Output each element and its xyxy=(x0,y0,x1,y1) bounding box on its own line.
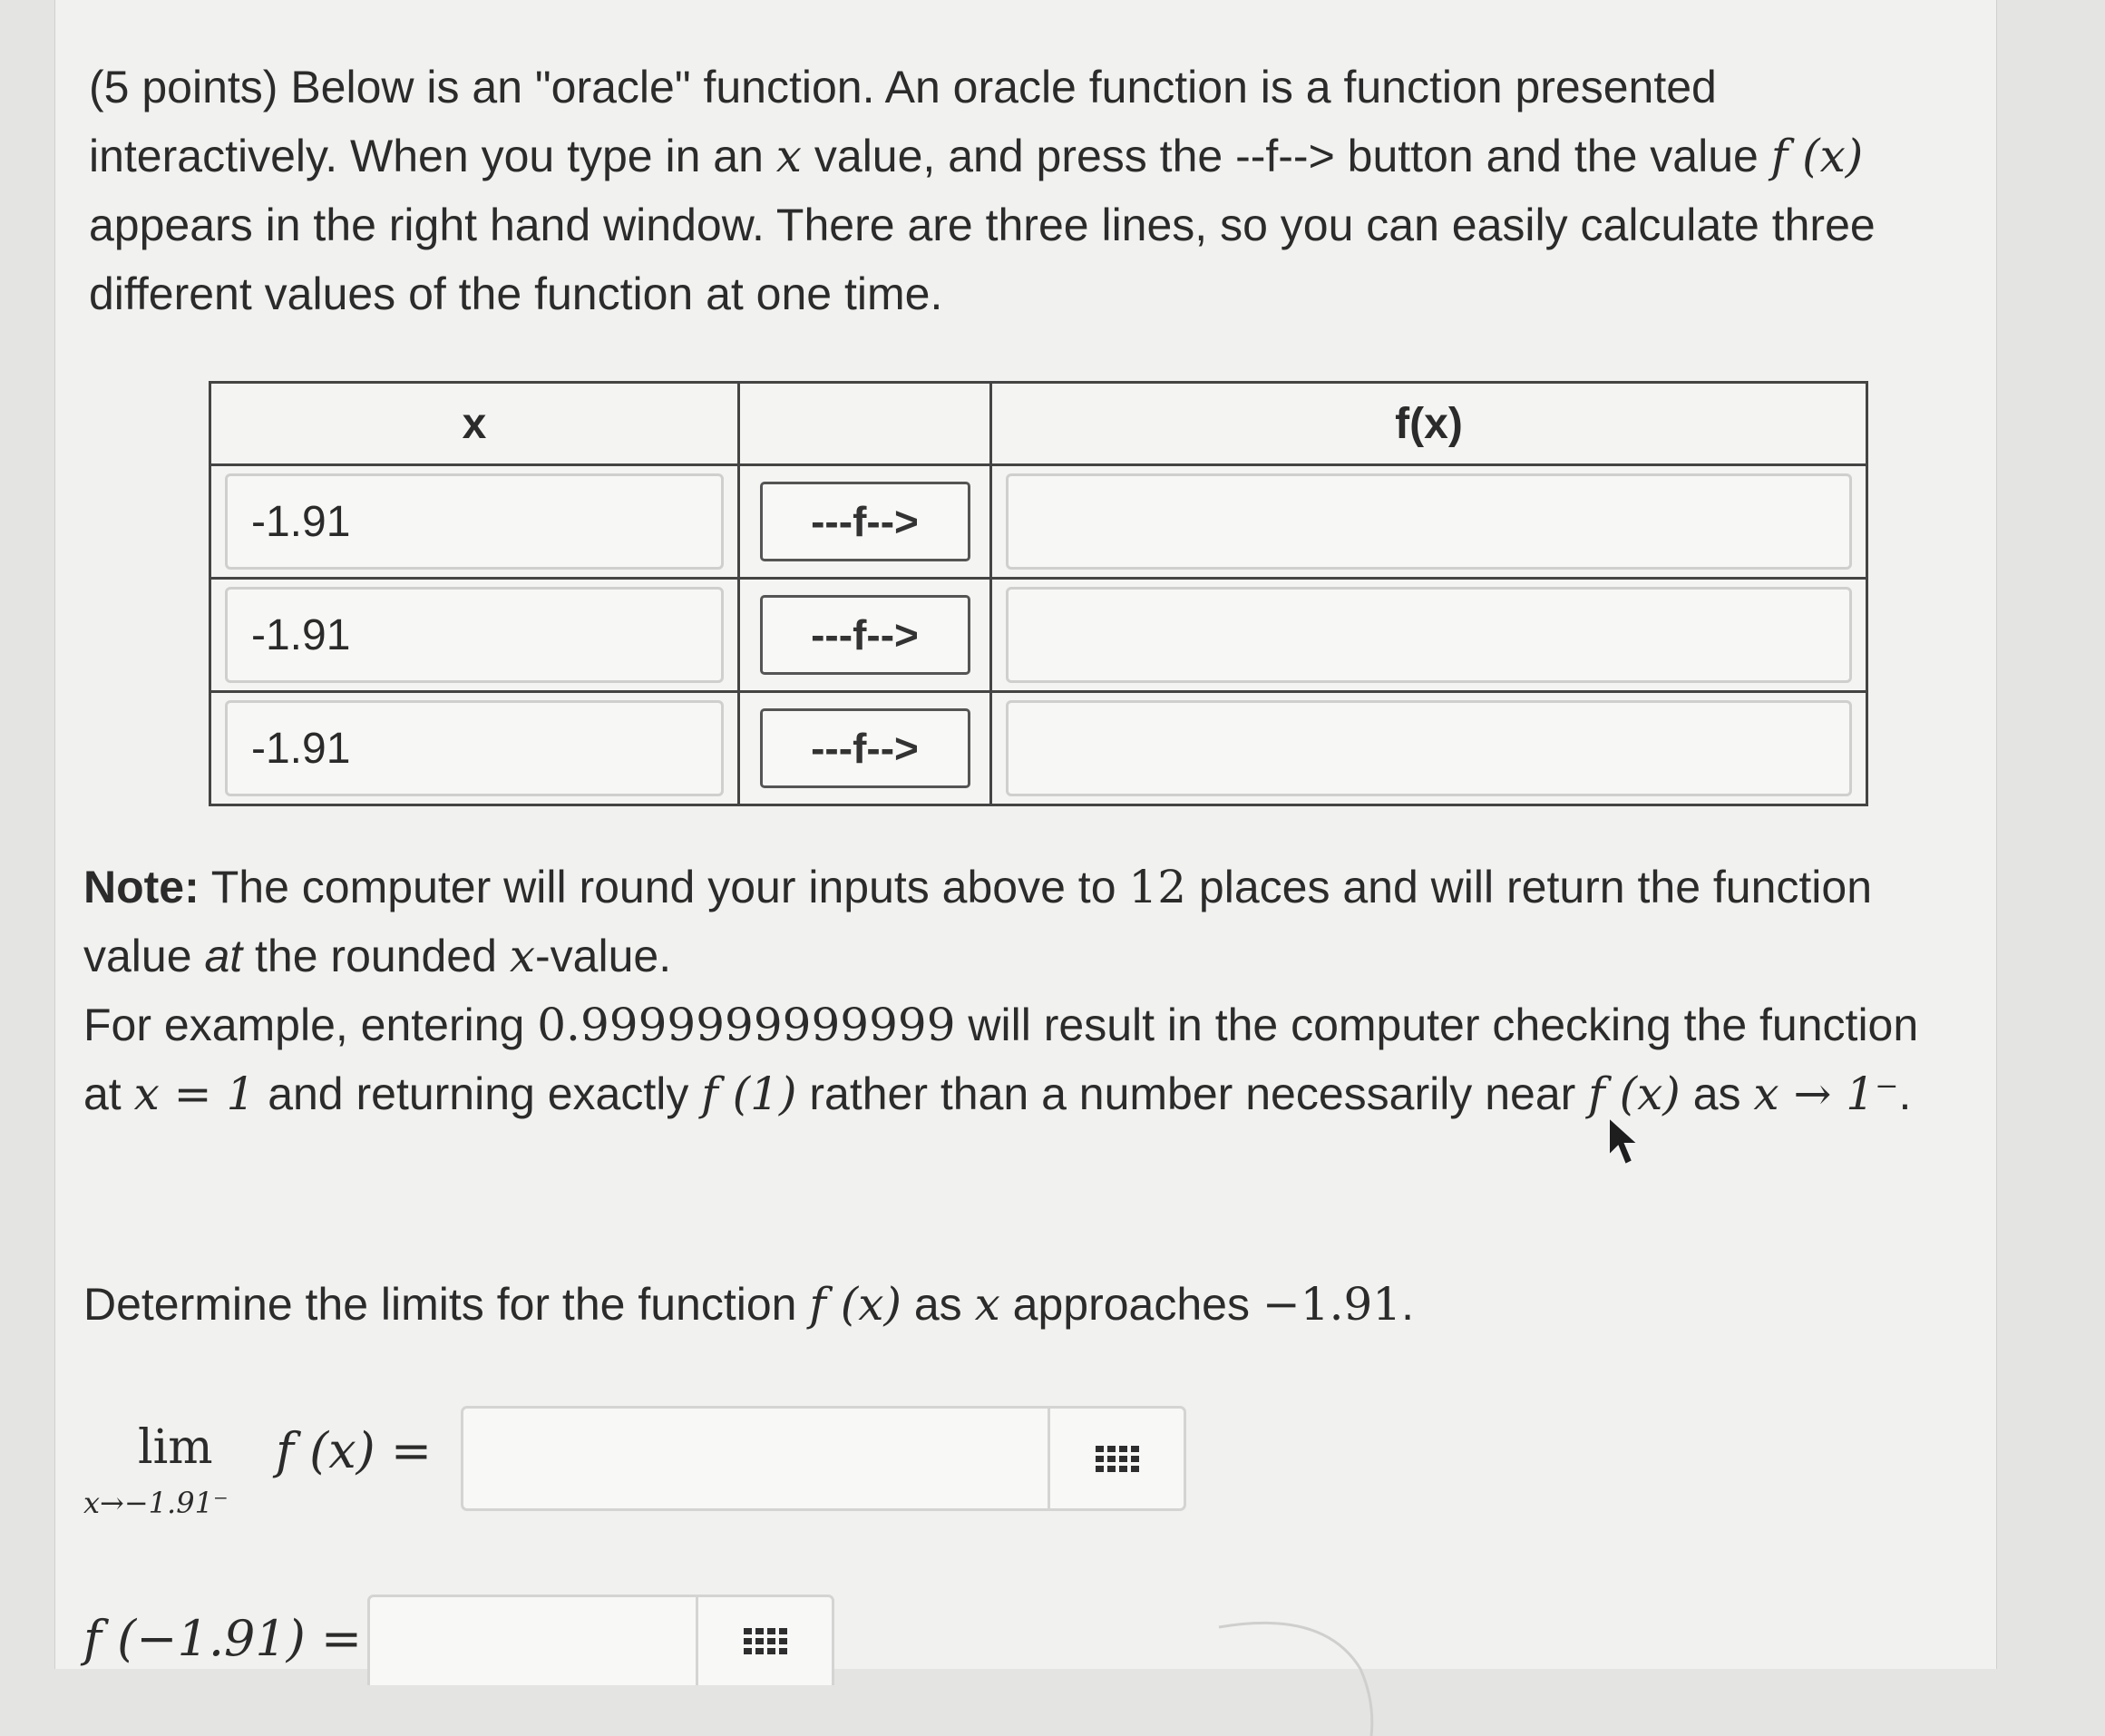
math-palette-button[interactable] xyxy=(696,1597,832,1685)
note-label: Note: xyxy=(83,862,200,912)
evaluate-f-button[interactable]: ---f--> xyxy=(760,708,970,788)
lim-label: lim xyxy=(138,1420,213,1475)
lim-function: f (x) = xyxy=(276,1422,433,1479)
points-label: (5 points) xyxy=(89,62,278,112)
fx-output xyxy=(1006,700,1852,796)
point-value-label: f (−1.91) = xyxy=(83,1610,363,1667)
oracle-row xyxy=(210,465,1867,579)
oracle-row xyxy=(210,579,1867,692)
left-limit-answer-field[interactable] xyxy=(461,1406,1186,1511)
mouse-pointer-icon xyxy=(1605,1116,1645,1170)
point-value-answer-field[interactable] xyxy=(367,1595,834,1685)
x-input[interactable] xyxy=(225,587,724,683)
limit-question: Determine the limits for the function f (x) as x approaches −1.91. xyxy=(83,1278,1414,1331)
x-input[interactable] xyxy=(225,700,724,796)
screen-glare xyxy=(1215,1614,1397,1736)
fx-output xyxy=(1006,473,1852,570)
oracle-header-row xyxy=(210,383,1867,465)
fx-output xyxy=(1006,587,1852,683)
x-input[interactable] xyxy=(225,473,724,570)
grid-icon xyxy=(744,1628,787,1654)
button-column-header xyxy=(739,383,991,465)
problem-intro: (5 points) Below is an "oracle" function. An oracle function is a function presented interactively. When you type in an x value, and press the --f--> button and the value f (x) appears in the right hand window. There are three lines, so you can easily calculate three different values of the function at one time. xyxy=(89,62,1876,319)
fx-column-header: f(x) xyxy=(991,383,1867,465)
evaluate-f-button[interactable]: ---f--> xyxy=(760,482,970,561)
math-palette-button[interactable] xyxy=(1048,1409,1184,1508)
evaluate-f-button[interactable]: ---f--> xyxy=(760,595,970,675)
oracle-table xyxy=(209,381,1868,806)
lim-subscript: x→−1.91⁻ xyxy=(83,1486,229,1520)
rounding-note: Note: The computer will round your inputs above to 12 places and will return the function value at the rounded x-value. For example, entering 0.9999999999999 will result in the computer checking the function at x = 1 and returning exactly f (1) rather than a number necessarily near f (x) as x → 1⁻. xyxy=(83,861,1919,1120)
oracle-row xyxy=(210,692,1867,805)
grid-icon xyxy=(1096,1446,1139,1472)
x-column-header: x xyxy=(210,383,739,465)
